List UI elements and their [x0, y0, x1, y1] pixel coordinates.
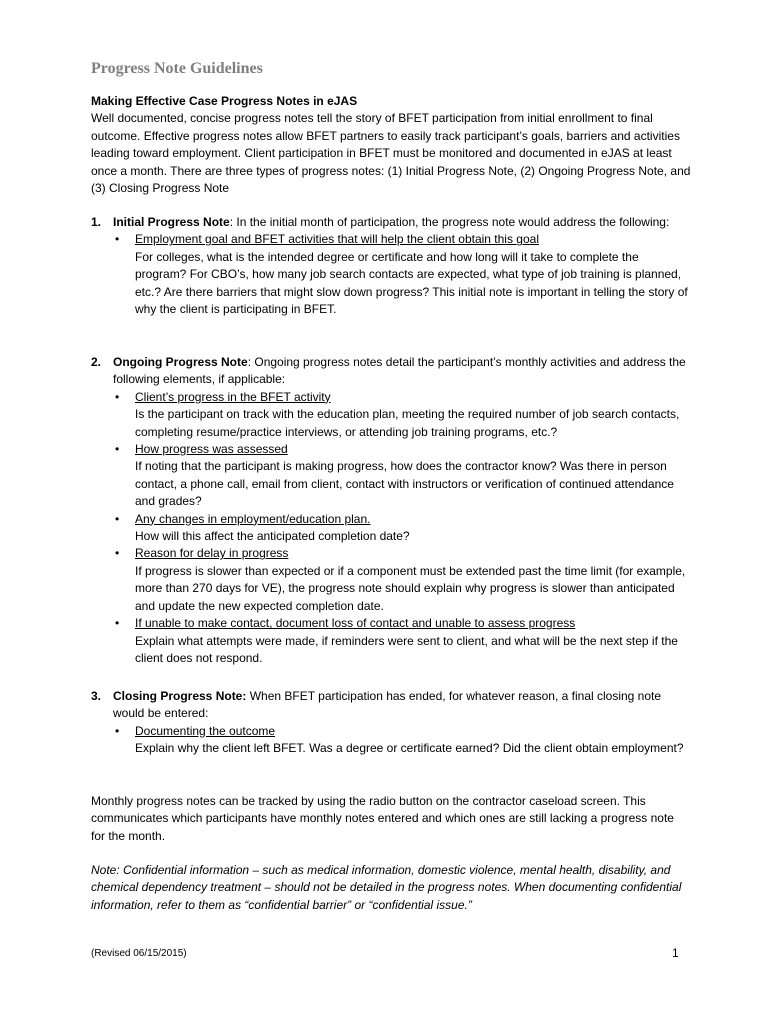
section-lead: When BFET participation has ended, for whatever reason, a final closing note would be entered:: [113, 689, 662, 721]
section-number: 1.: [91, 215, 102, 229]
bullet-icon: •: [115, 442, 120, 457]
bullet-text: If noting that the participant is making progress, how does the contractor know? Was there in person contact, a phone call, email from client, contact with instructors or verification of continued attendance and grades?: [135, 459, 674, 509]
bullet-heading: How progress was assessed: [135, 442, 288, 457]
bullet-heading: Employment goal and BFET activities that will help the client obtain this goal: [135, 232, 539, 247]
bullet-text: How will this affect the anticipated completion date?: [135, 529, 410, 544]
section-lead: : In the initial month of participation, the progress note would address the following:: [229, 215, 670, 229]
intro-paragraph: Well documented, concise progress notes tell the story of BFET participation from initial enrollment to final outcome. Effective progress notes allow BFET partners to easily track participant’s goals, barriers and activities leading toward employment. Client participation in BFET must be monitored and documented in eJAS at least once a month. There are three types of progress notes: (1) Initial Progress Note, (2) Ongoing Progress Note, and (3) Closing Progress Note: [91, 111, 691, 196]
bullet-heading: Any changes in employment/education plan.: [135, 511, 371, 526]
bullet-text: Explain what attempts were made, if reminders were sent to client, and what will be the next step if the client does not respond.: [135, 633, 678, 665]
revised-date: (Revised 06/15/2015): [91, 948, 187, 959]
section-closing-progress-note: [91, 688, 691, 758]
section-number: 2.: [91, 355, 102, 369]
bullet-heading: Client’s progress in the BFET activity: [135, 389, 331, 404]
intro-section: [91, 93, 691, 197]
list-item: [113, 545, 691, 615]
page-number: 1: [672, 946, 679, 960]
bullet-heading: If unable to make contact, document loss of contact and unable to assess progress: [135, 616, 576, 631]
list-item: [113, 615, 691, 667]
bullet-icon: •: [115, 232, 120, 247]
bullet-icon: •: [115, 511, 120, 526]
section-label: Closing Progress Note:: [113, 689, 247, 703]
bullet-heading: Documenting the outcome: [135, 723, 276, 738]
list-item: [113, 231, 691, 318]
list-item: [113, 389, 691, 441]
section-lead: : Ongoing progress notes detail the participant’s monthly activities and address the following elements, if applicable:: [113, 355, 686, 387]
bullet-icon: •: [115, 389, 120, 404]
confidential-note: Note: Confidential information – such as medical information, domestic violence, mental health, disability, and chemical dependency treatment – should not be detailed in the progress notes. When documenting confidential information, refer to them as “confidential barrier” or “confidential issue.”: [91, 863, 682, 912]
list-item: [113, 723, 691, 758]
section-number: 3.: [91, 689, 102, 703]
bullet-icon: •: [115, 616, 120, 631]
section-label: Ongoing Progress Note: [113, 355, 248, 369]
intro-heading: Making Effective Case Progress Notes in eJAS: [91, 94, 358, 108]
bullet-icon: •: [115, 546, 120, 561]
bullet-text: If progress is slower than expected or if a component must be extended past the time limit (for example, more than 270 days for VE), the progress note should explain why progress is slower than anticipated and update the new expected completion date.: [135, 563, 686, 613]
bullet-text: Is the participant on track with the education plan, meeting the required number of job search contacts, completing resume/practice interviews, or attending job training programs, etc.?: [135, 407, 680, 439]
monthly-paragraph: Monthly progress notes can be tracked by using the radio button on the contractor caseload screen. This communicates which participants have monthly notes entered and which ones are still lacking a progress note for the month.: [91, 794, 674, 843]
bullet-text: Explain why the client left BFET. Was a degree or certificate earned? Did the client obtain employment?: [135, 741, 684, 756]
page-title: Progress Note Guidelines: [91, 60, 263, 77]
section-initial-progress-note: [91, 214, 691, 318]
bullet-heading: Reason for delay in progress: [135, 546, 289, 561]
list-item: [113, 441, 691, 511]
bullet-icon: •: [115, 723, 120, 738]
section-label: Initial Progress Note: [113, 215, 230, 229]
list-item: [113, 511, 691, 546]
section-ongoing-progress-note: [91, 354, 691, 667]
bullet-text: For colleges, what is the intended degree or certificate and how long will it take to complete the program? For CBO’s, how many job search contacts are expected, what type of job training is planned, etc.? Are there barriers that might slow down progress? This initial note is important in telling the story of why the client is participating in BFET.: [135, 249, 688, 317]
